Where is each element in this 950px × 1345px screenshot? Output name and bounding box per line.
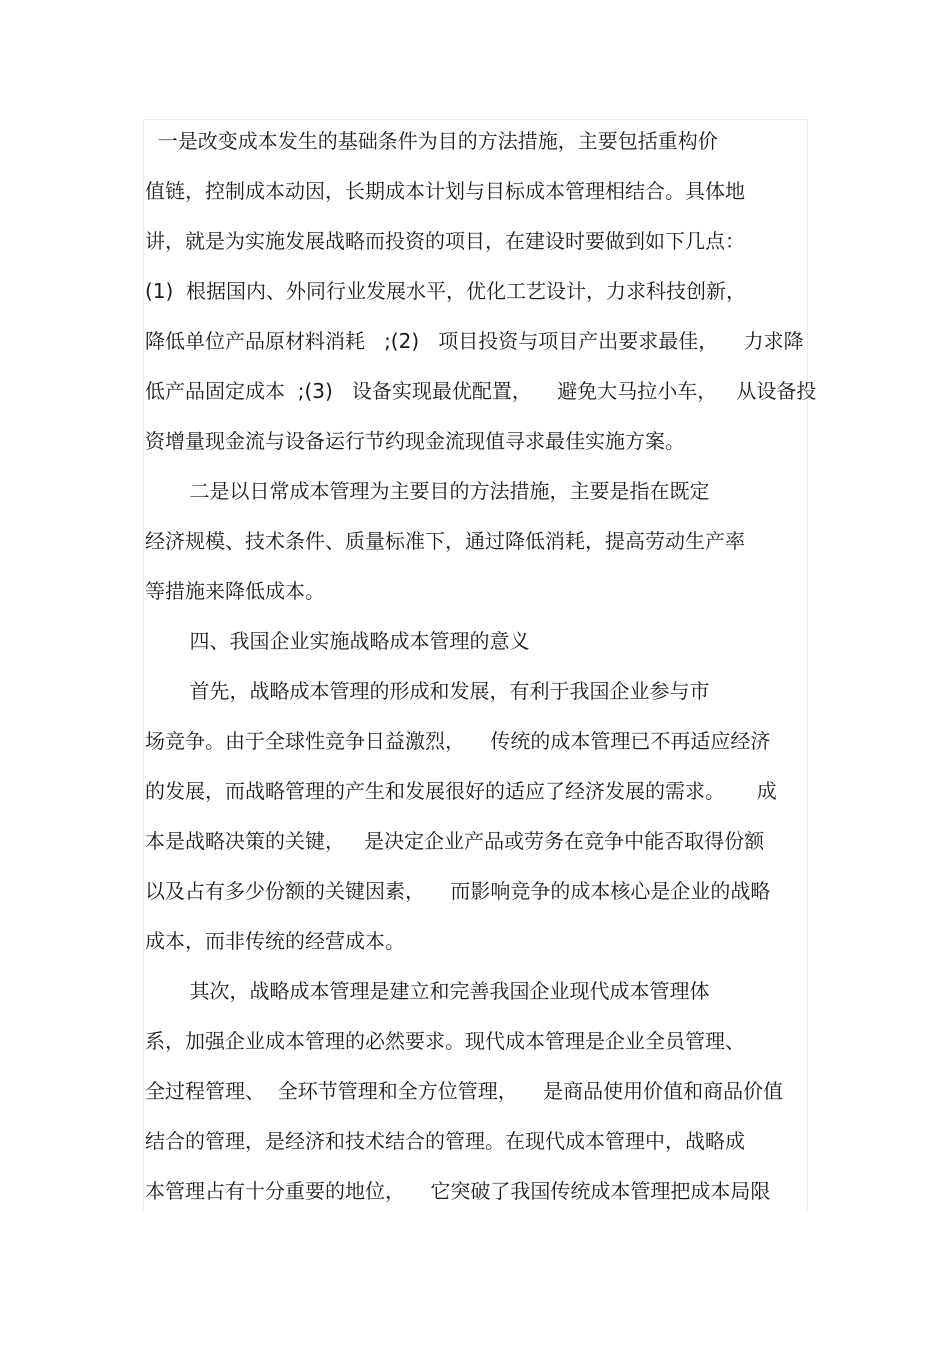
text-line: 其次，战略成本管理是建立和完善我国企业现代成本管理体 [145, 979, 710, 1003]
text-line: 的发展，而战略管理的产生和发展很好的适应了经济发展的需求。 成 [145, 779, 777, 803]
text-line: 全过程管理、 全环节管理和全方位管理， 是商品使用价值和商品价值 [145, 1079, 784, 1103]
text-line: 场竞争。由于全球性竞争日益激烈， 传统的成本管理已不再适应经济 [145, 729, 771, 753]
text-line: 经济规模、技术条件、质量标准下，通过降低消耗，提高劳动生产率 [145, 529, 745, 553]
text-line: 成本，而非传统的经营成本。 [145, 929, 405, 953]
text-line: 结合的管理，是经济和技术结合的管理。在现代成本管理中，战略成 [145, 1129, 745, 1153]
text-line: 低产品固定成本 ;(3) 设备实现最优配置， 避免大马拉小车， 从设备投 [145, 379, 817, 403]
text-line: 以及占有多少份额的关键因素， 而影响竞争的成本核心是企业的战略 [145, 879, 771, 903]
text-line: 本管理占有十分重要的地位， 它突破了我国传统成本管理把成本局限 [145, 1179, 771, 1203]
text-line: (1) 根据国内、外同行业发展水平，优化工艺设计，力求科技创新， [145, 279, 747, 303]
text-line: 一是改变成本发生的基础条件为目的方法措施，主要包括重构价 [145, 129, 718, 153]
text-line: 资增量现金流与设备运行节约现金流现值寻求最佳实施方案。 [145, 429, 685, 453]
text-line: 本是战略决策的关键， 是决定企业产品或劳务在竞争中能否取得份额 [145, 829, 765, 853]
text-line: 系，加强企业成本管理的必然要求。现代成本管理是企业全员管理、 [145, 1029, 745, 1053]
text-line: 讲，就是为实施发展战略而投资的项目，在建设时要做到如下几点： [145, 229, 745, 253]
text-line: 等措施来降低成本。 [145, 579, 325, 603]
text-line: 值链，控制成本动因，长期成本计划与目标成本管理相结合。具体地 [145, 179, 745, 203]
text-line: 二是以日常成本管理为主要目的方法措施，主要是指在既定 [145, 479, 710, 503]
section-heading: 四、我国企业实施战略成本管理的意义 [145, 629, 530, 653]
text-line: 首先，战略成本管理的形成和发展，有利于我国企业参与市 [145, 679, 710, 703]
text-line: 降低单位产品原材料消耗 ;(2) 项目投资与项目产出要求最佳， 力求降 [145, 329, 804, 353]
